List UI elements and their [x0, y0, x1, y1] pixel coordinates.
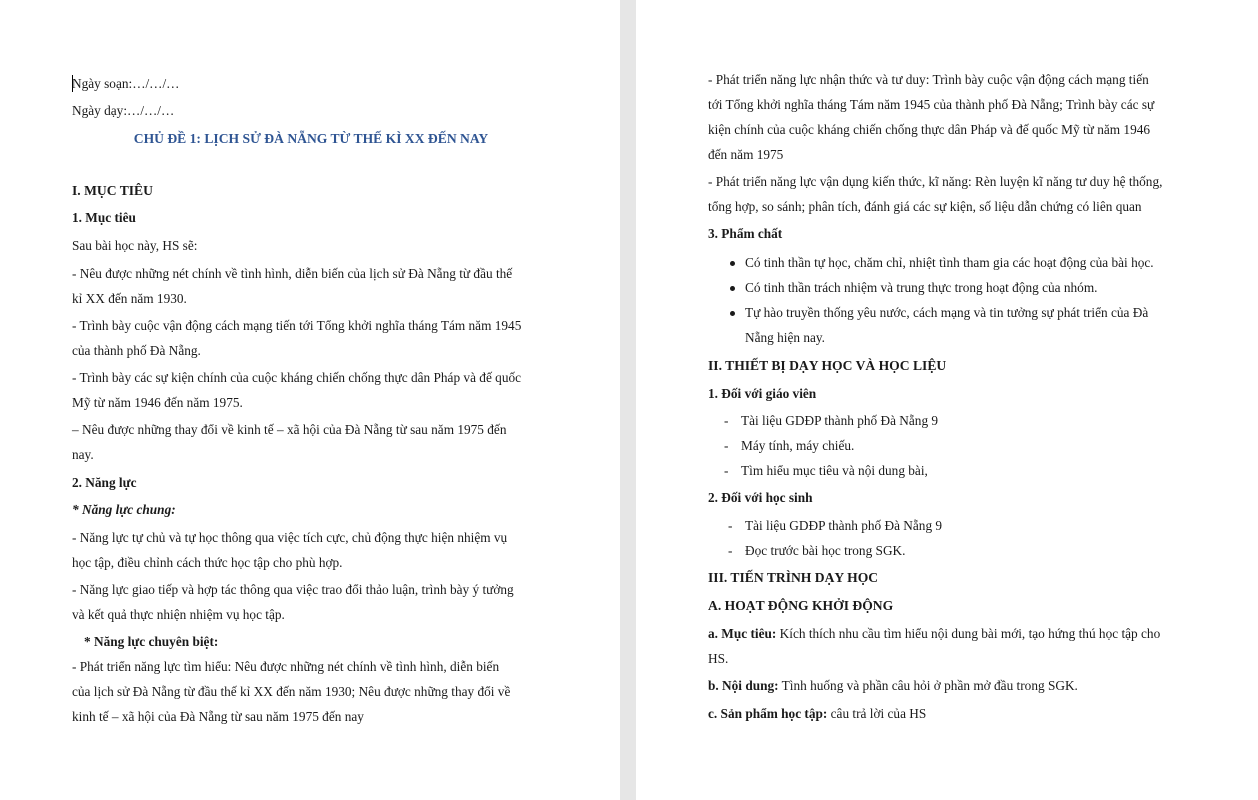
subheading-teacher[interactable]: 1. Đối với giáo viên	[708, 386, 817, 401]
content-text: Tình huống và phần câu hỏi ở phần mở đầu trong SGK.	[778, 678, 1078, 693]
document-title[interactable]: CHỦ ĐỀ 1: LỊCH SỬ ĐÀ NẴNG TỪ THẾ KÌ XX ĐẾN NAY	[133, 131, 489, 146]
bullet-dot-icon	[730, 261, 735, 266]
quality-item[interactable]: Nẵng hiện nay.	[745, 330, 826, 345]
subheading-qualities[interactable]: 3. Phẩm chất	[708, 226, 783, 241]
content-paragraph[interactable]	[708, 674, 1188, 699]
objective-paragraph-cont[interactable]: HS.	[708, 651, 729, 666]
teacher-item[interactable]: Tài liệu GDĐP thành phố Đà Nẵng 9	[741, 413, 939, 428]
competence-line[interactable]: - Phát triển năng lực tìm hiểu: Nêu được những nét chính về tình hình, diễn biến	[72, 659, 500, 674]
competence-line[interactable]: - Năng lực giao tiếp và hợp tác thông qua việc trao đổi thảo luận, trình bày ý tưởng	[72, 582, 514, 597]
content-label: b. Nội dung:	[708, 678, 779, 693]
dash-marker: -	[724, 413, 729, 428]
competence-line[interactable]: - Năng lực tự chủ và tự học thông qua việc tích cực, chủ động thực hiện nhiệm vụ	[72, 530, 508, 545]
section-heading-equipment[interactable]: II. THIẾT BỊ DẠY HỌC VÀ HỌC LIỆU	[708, 358, 947, 373]
quality-item[interactable]: Tự hào truyền thống yêu nước, cách mạng và tin tưởng sự phát triển của Đà	[745, 305, 1149, 320]
subheading-objectives[interactable]: 1. Mục tiêu	[72, 210, 136, 225]
section-heading-process[interactable]: III. TIẾN TRÌNH DẠY HỌC	[708, 570, 879, 585]
date-prepared[interactable]: Ngày soạn:…/…/…	[72, 76, 180, 91]
subheading-student[interactable]: 2. Đối với học sinh	[708, 490, 813, 505]
competence-line[interactable]: - Phát triển năng lực nhận thức và tư duy: Trình bày cuộc vận động cách mạng tiến	[708, 72, 1149, 87]
competence-line[interactable]: đến năm 1975	[708, 147, 784, 162]
section-heading-objectives[interactable]: I. MỤC TIÊU	[72, 183, 153, 198]
competence-line[interactable]: tổng hợp, so sánh; phân tích, đánh giá các sự kiện, số liệu dẫn chứng có liên quan	[708, 199, 1142, 214]
competence-line[interactable]: và kết quả thực nhiện nhiệm vụ học tập.	[72, 607, 285, 622]
intro-text[interactable]: Sau bài học này, HS sẽ:	[72, 238, 198, 253]
teacher-item[interactable]: Máy tính, máy chiếu.	[741, 438, 855, 453]
quality-item[interactable]: Có tinh thần trách nhiệm và trung thực trong hoạt động của nhóm.	[745, 280, 1098, 295]
general-competence-heading[interactable]: * Năng lực chung:	[72, 502, 176, 517]
competence-line[interactable]: học tập, điều chỉnh cách thức học tập cho phù hợp.	[72, 555, 343, 570]
objective-line[interactable]: của thành phố Đà Nẵng.	[72, 343, 201, 358]
date-taught[interactable]: Ngày dạy:…/…/…	[72, 103, 175, 118]
objective-line[interactable]: - Trình bày cuộc vận động cách mạng tiến tới Tổng khởi nghĩa tháng Tám năm 1945	[72, 318, 522, 333]
document-page-right	[636, 0, 1258, 800]
product-paragraph[interactable]	[708, 702, 1188, 727]
objective-paragraph[interactable]	[708, 622, 1188, 647]
competence-line[interactable]: kiện chính của cuộc kháng chiến chống thực dân Pháp và đế quốc Mỹ từ năm 1946	[708, 122, 1151, 137]
competence-line[interactable]: kinh tế – xã hội của Đà Nẵng từ sau năm 1975 đến nay	[72, 709, 364, 724]
teacher-item[interactable]: Tìm hiểu mục tiêu và nội dung bài,	[741, 463, 928, 478]
objective-text: Kích thích nhu cầu tìm hiểu nội dung bài mới, tạo hứng thú học tập cho	[776, 626, 1161, 641]
competence-line[interactable]: của lịch sử Đà Nẵng từ đầu thế kỉ XX đến năm 1930; Nêu được những thay đổi về	[72, 684, 511, 699]
objective-label: a. Mục tiêu:	[708, 626, 777, 641]
product-text: câu trả lời của HS	[827, 706, 927, 721]
student-item[interactable]: Đọc trước bài học trong SGK.	[745, 543, 906, 558]
bullet-dot-icon	[730, 311, 735, 316]
dash-marker: -	[728, 543, 733, 558]
objective-line[interactable]: Mỹ từ năm 1946 đến năm 1975.	[72, 395, 243, 410]
dash-marker: -	[724, 463, 729, 478]
subheading-competence[interactable]: 2. Năng lực	[72, 475, 137, 490]
dash-marker: -	[724, 438, 729, 453]
objective-line[interactable]: kỉ XX đến năm 1930.	[72, 291, 187, 306]
objective-line[interactable]: - Trình bày các sự kiện chính của cuộc kháng chiến chống thực dân Pháp và đế quốc	[72, 370, 522, 385]
document-page-left	[0, 0, 620, 800]
competence-line[interactable]: - Phát triển năng lực vận dụng kiến thức, kĩ năng: Rèn luyện kĩ năng tư duy hệ thống,	[708, 174, 1163, 189]
bullet-dot-icon	[730, 286, 735, 291]
objective-line[interactable]: – Nêu được những thay đổi về kinh tế – xã hội của Đà Nẵng từ sau năm 1975 đến	[72, 422, 507, 437]
student-item[interactable]: Tài liệu GDĐP thành phố Đà Nẵng 9	[745, 518, 943, 533]
dash-marker: -	[728, 518, 733, 533]
specific-competence-heading[interactable]: * Năng lực chuyên biệt:	[84, 634, 219, 649]
activity-a-heading[interactable]: A. HOẠT ĐỘNG KHỞI ĐỘNG	[708, 598, 894, 613]
objective-line[interactable]: nay.	[72, 447, 94, 462]
quality-item[interactable]: Có tinh thần tự học, chăm chỉ, nhiệt tình tham gia các hoạt động của bài học.	[745, 255, 1154, 270]
competence-line[interactable]: tới Tổng khởi nghĩa tháng Tám năm 1945 của thành phố Đà Nẵng; Trình bày các sự	[708, 97, 1155, 112]
product-label: c. Sản phẩm học tập:	[708, 706, 828, 721]
objective-line[interactable]: - Nêu được những nét chính về tình hình, diễn biến của lịch sử Đà Nẵng từ đầu thế	[72, 266, 513, 281]
